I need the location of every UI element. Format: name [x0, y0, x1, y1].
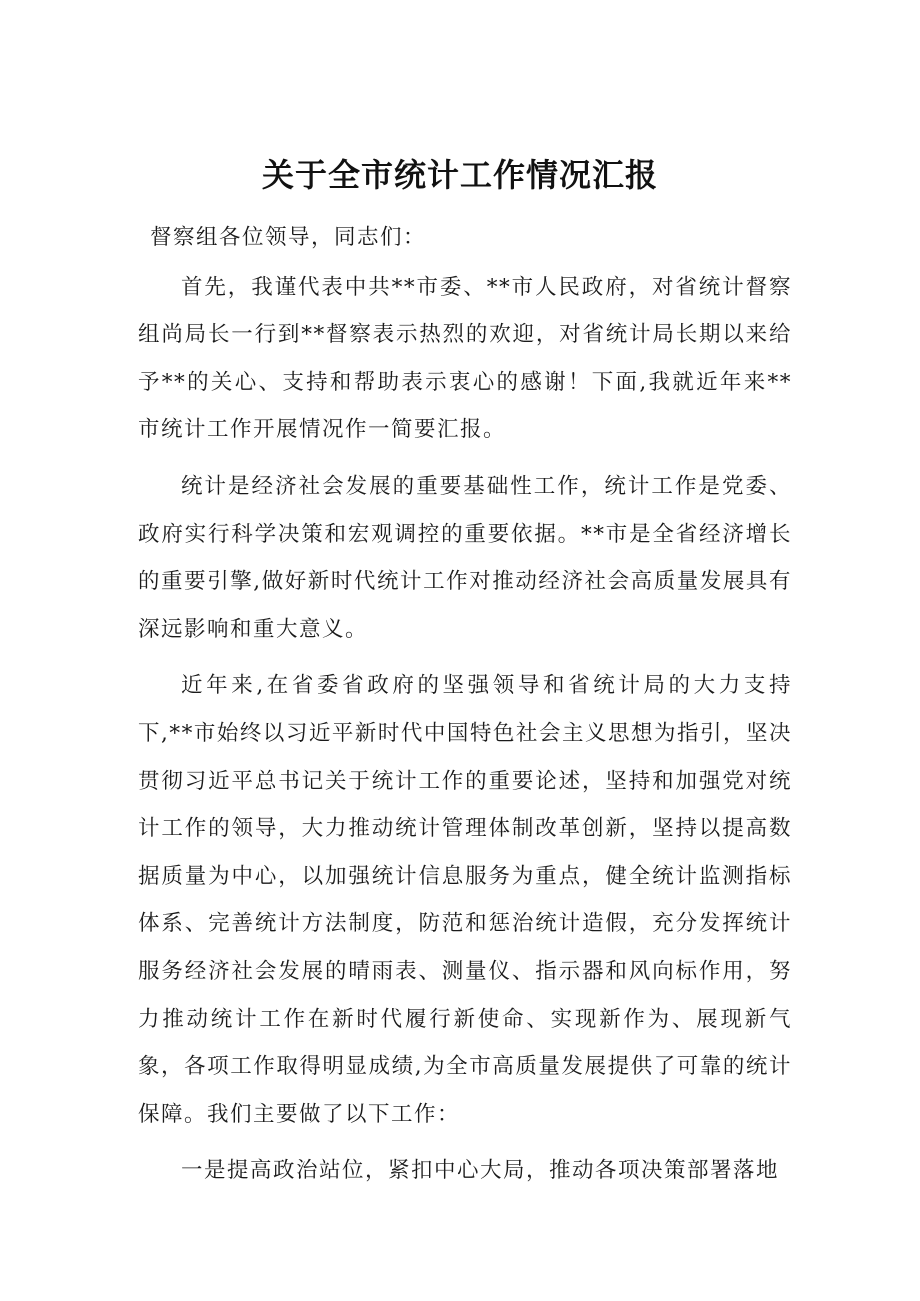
paragraph-point-one: 一是提高政治站位，紧扣中心大局，推动各项决策部署落地	[181, 1158, 780, 1184]
paragraph-opening: 首先，我谨代表中共**市委、**市人民政府，对省统计督察组尚局长一行到**督察表示热烈的欢迎，对省统计局长期以来给予**的关心、支持和帮助表示衷心的感谢！下面,我就近年来**市统计工作开展情况作一简要汇报。	[138, 274, 792, 443]
document-title: 关于全市统计工作情况汇报	[261, 156, 658, 194]
document-body	[138, 214, 792, 1195]
salutation: 督察组各位领导，同志们：	[150, 225, 427, 250]
paragraph-importance: 统计是经济社会发展的重要基础性工作，统计工作是党委、政府实行科学决策和宏观调控的重要依据。**市是全省经济增长的重要引擎,做好新时代统计工作对推动经济社会高质量发展具有深远影响和重大意义。	[138, 473, 792, 642]
paragraph-overview: 近年来,在省委省政府的坚强领导和省统计局的大力支持下,**市始终以习近平新时代中国特色社会主义思想为指引，坚决贯彻习近平总书记关于统计工作的重要论述，坚持和加强党对统计工作的领导，大力推动统计管理体制改革创新，坚持以提高数据质量为中心，以加强统计信息服务为重点，健全统计监测指标体系、完善统计方法制度，防范和惩治统计造假，充分发挥统计服务经济社会发展的晴雨表、测量仪、指示器和风向标作用，努力推动统计工作在新时代履行新使命、实现新作为、展现新气象，各项工作取得明显成绩,为全市高质量发展提供了可靠的统计保障。我们主要做了以下工作：	[138, 673, 792, 1127]
